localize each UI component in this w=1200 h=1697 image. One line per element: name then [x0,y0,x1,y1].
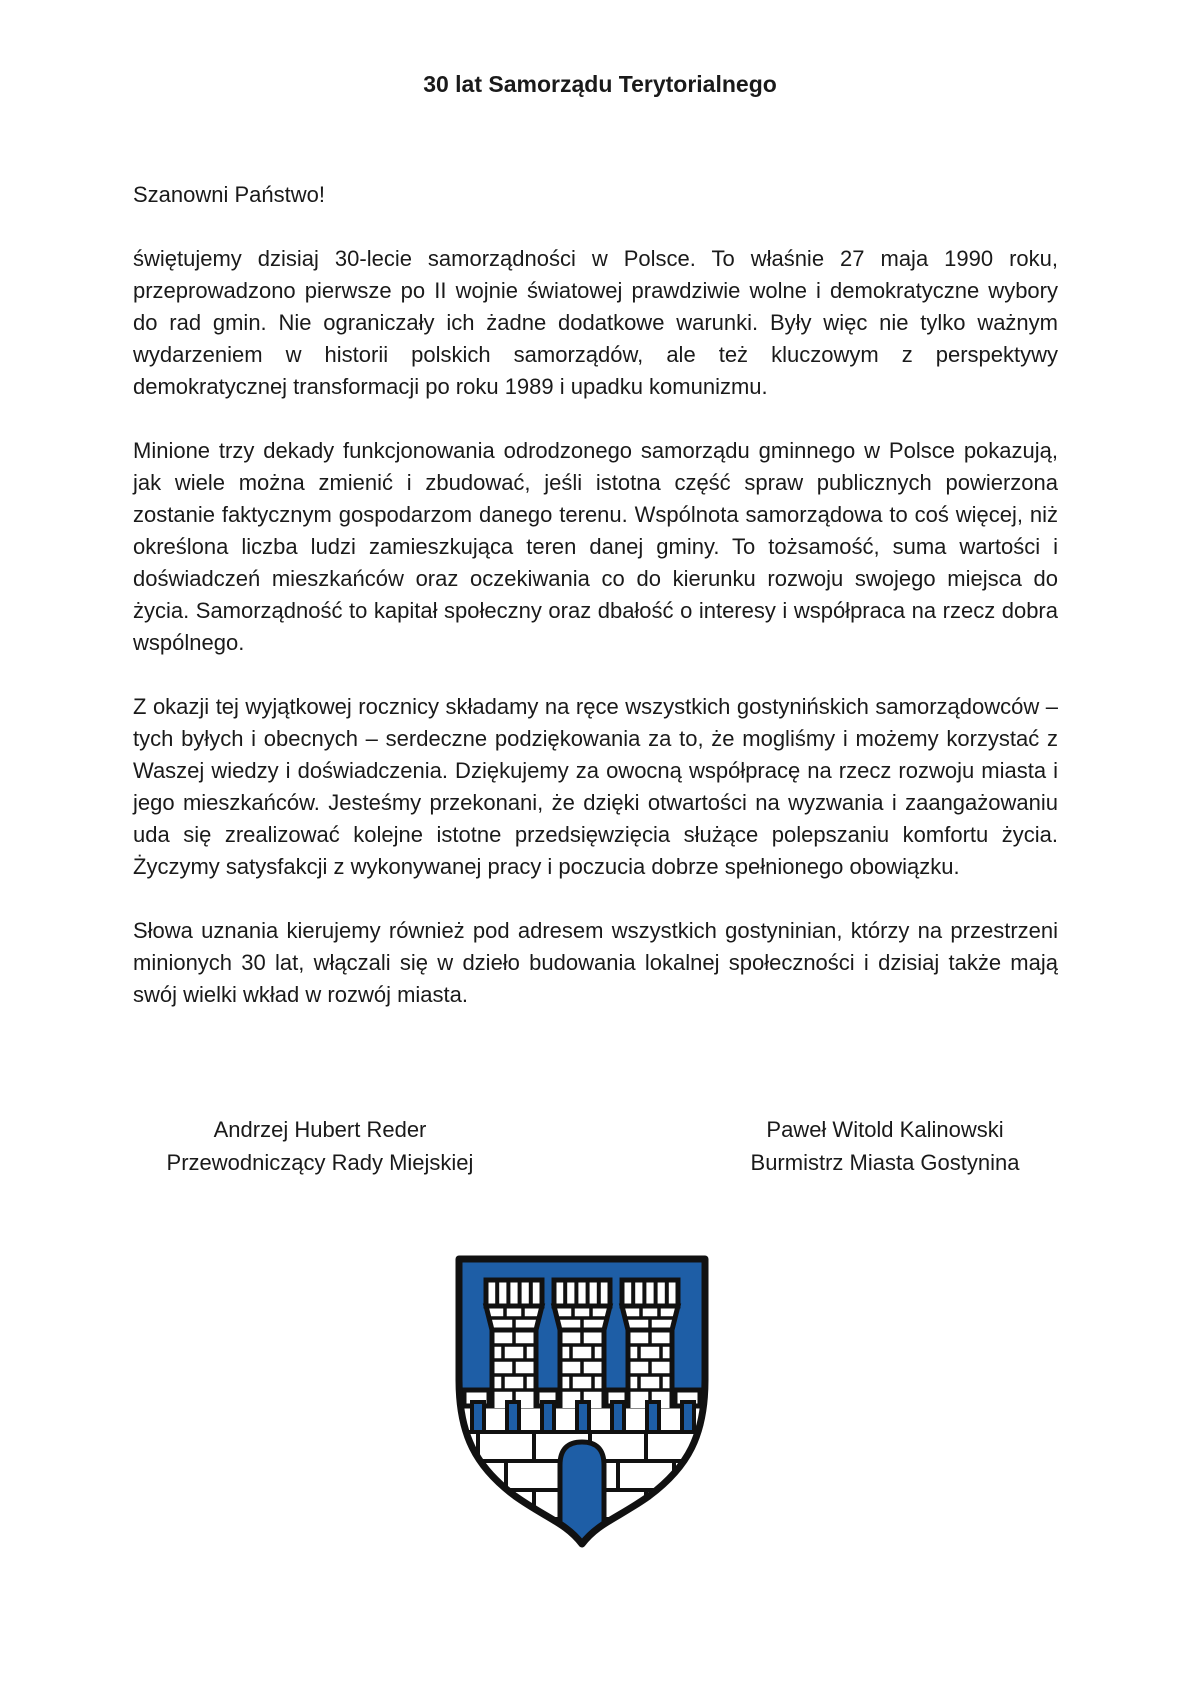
castle-gate [560,1442,604,1552]
paragraph-4: Słowa uznania kierujemy również pod adresem wszystkich gostyninian, którzy na przestrzeni minionych 30 lat, włączali się w dzieło budowania lokalnej społeczności i dzisiaj także mają swój wielki wkład w rozwój miasta. [133,918,1058,1007]
castle-tower-center [554,1280,610,1408]
wall-crenels [472,1402,694,1432]
signatory-name: Andrzej Hubert Reder [213,1117,427,1142]
signature-right [675,1113,1095,1179]
signatory-title: Przewodniczący Rady Miejskiej [166,1150,474,1175]
castle-tower-right [622,1280,678,1408]
letter-body [133,243,1058,1043]
paragraph-3: Z okazji tej wyjątkowej rocznicy składamy na ręce wszystkich gostynińskich samorządowców – tych byłych i obecnych – serdeczne podziękowania za to, że mogliśmy i możemy korzystać z Waszej wiedzy i doświadczenia. Dziękujemy za owocną współpracę na rzecz rozwoju miasta i jego mieszkańców. Jesteśmy przekonani, że dzięki otwartości na wyzwania i zaangażowaniu uda się zrealizować kolejne istotne przedsięwzięcia służące polepszaniu komfortu życia. Życzymy satysfakcji z wykonywanej pracy i poczucia dobrze spełnionego obowiązku. [133,694,1058,879]
paragraph-2: Minione trzy dekady funkcjonowania odrodzonego samorządu gminnego w Polsce pokazują, jak wiele można zmienić i zbudować, jeśli istotna część spraw publicznych powierzona zostanie faktycznym gospodarzom danego terenu. Wspólnota samorządowa to coś więcej, niż określona liczba ludzi zamieszkująca teren danej gminy. To tożsamość, suma wartości i doświadczeń mieszkańców oraz oczekiwania co do kierunku rozwoju swojego miejsca do życia. Samorządność to kapitał społeczny oraz dbałość o interesy i współpraca na rzecz dobra wspólnego. [133,438,1058,655]
greeting: Szanowni Państwo! [133,182,325,207]
page-title: 30 lat Samorządu Terytorialnego [423,71,777,97]
signatory-title: Burmistrz Miasta Gostynina [750,1150,1020,1175]
castle-tower-left [486,1280,542,1408]
signature-left [110,1113,530,1179]
signatory-name: Paweł Witold Kalinowski [766,1117,1004,1142]
gostynin-coat-of-arms-icon [452,1252,712,1554]
paragraph-1: świętujemy dzisiaj 30-lecie samorządności w Polsce. To właśnie 27 maja 1990 roku, przeprowadzono pierwsze po II wojnie światowej prawdziwie wolne i demokratyczne wybory do rad gmin. Nie ograniczały ich żadne dodatkowe warunki. Były więc nie tylko ważnym wydarzeniem w historii polskich samorządów, ale też kluczowym z perspektywy demokratycznej transformacji po roku 1989 i upadku komunizmu. [133,246,1058,399]
